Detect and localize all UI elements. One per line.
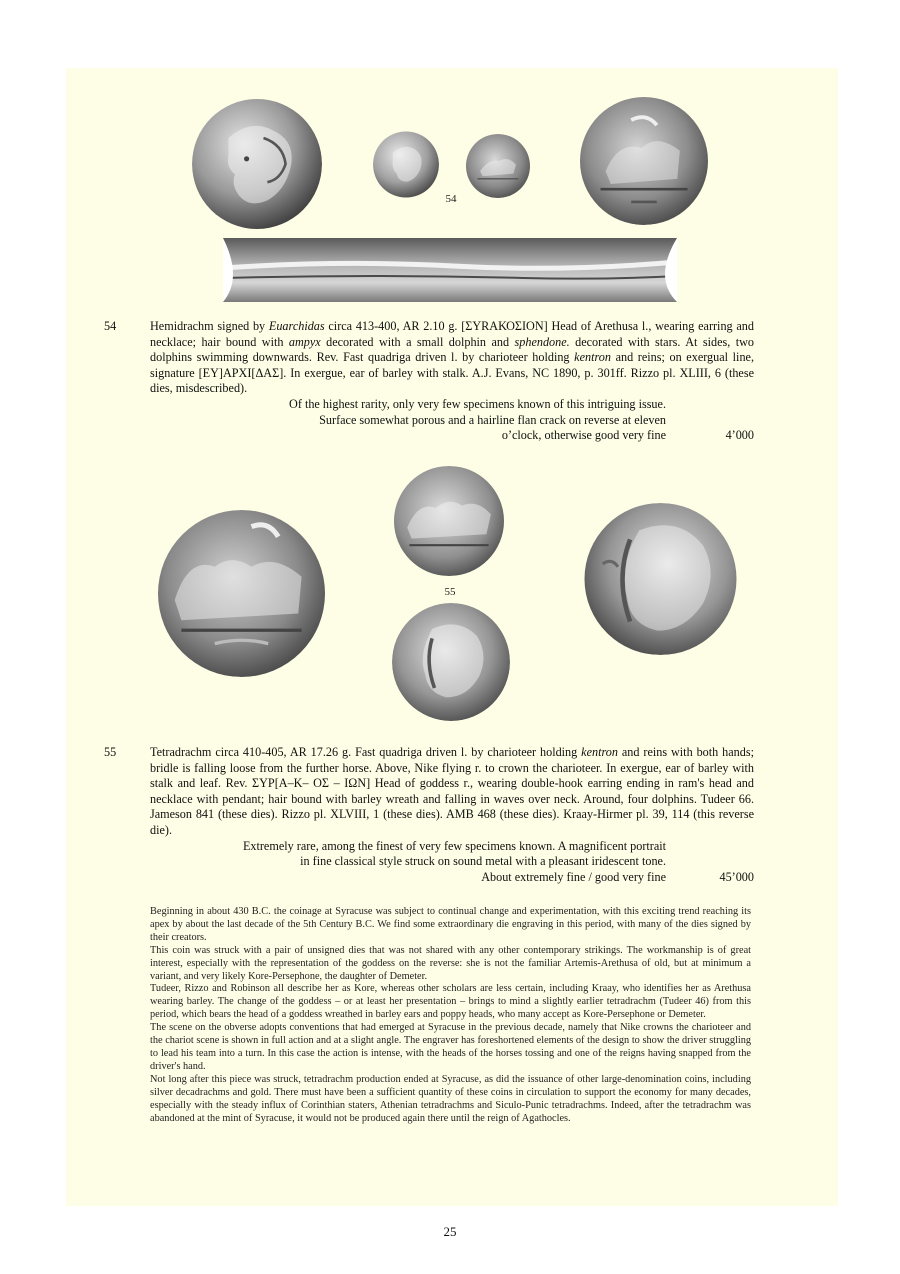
condition-line-with-price [150, 870, 754, 886]
page-number: 25 [443, 1224, 457, 1239]
condition-line: in fine classical style struck on sound metal with a pleasant iridescent tone. [300, 854, 666, 869]
coin-54-reverse [465, 134, 531, 198]
lot-54 [104, 319, 754, 444]
lot-55-image-label: 55 [444, 586, 456, 598]
condition-line-with-price [150, 428, 754, 444]
coin-54-obverse-enlarged [192, 98, 322, 230]
condition-line: Extremely rare, among the finest of very few specimens known. A magnificent portrait [242, 838, 666, 853]
lot-description: Tetradrachm circa 410-405, AR 17.26 g. Fast quadriga driven l. by charioteer holding kentron and reins with both hands; bridle is falling loose from the further horse. Above, Nike flying r. to crown the charioteer. In exergue, ear of barley with stalk and leaf. Rev. ΣΥΡ[Α–Κ– ΟΣ – ΙΩΝ] Head of goddess r., wearing double-hook earring ending in ram's head and necklace with pendant; hair bound with barley wreath and falling in waves over neck. Around, four dolphins. Tudeer 66. Jameson 841 (these dies). Rizzo pl. XLVIII, 1 (these dies). AMB 468 (these dies). Kraay-Hirmer pl. 39, 114 (this reverse die). [150, 745, 754, 837]
lot-description: Hemidrachm signed by Euarchidas circa 413-400, AR 2.10 g. [ΣΥRΑΚΟΣΙΟΝ] Head of Arethusa l., wearing earring and necklace; hair bound with ampyx decorated with a small dolphin and sphendone. decorated with stars. At sides, two dolphins swimming downwards. Rev. Fast quadriga driven l. by charioteer holding kentron and reins; on exergual line, signature [ΕΥ]ΑΡΧΙ[ΔΑΣ]. In exergue, ear of barley with stalk. A.J. Evans, NC 1890, p. 301ff. Rizzo pl. XLIII, 6 (these dies, misdescribed). [150, 319, 755, 396]
lot-55-essay [150, 906, 751, 1125]
lot-price: 45’000 [719, 869, 754, 884]
essay-paragraph: The scene on the obverse adopts conventions that had emerged at Syracuse in the previous decade, namely that Nike crowns the charioteer and the chariot scene is shown in full action and at a slight angle. The engraver has foreshortened elements of the design to show the driver struggling to lead his team into a turn. In this case the action is intense, with the heads of the horses tossing and one of the reigns having snapped from the driver's hand. [150, 1022, 751, 1072]
coin-55-obverse-enlarged [150, 510, 333, 677]
essay-paragraph: Tudeer, Rizzo and Robinson all describe her as Kore, whereas other scholars are less certain, including Kraay, who identifies her as Arethusa wearing barley. The change of the goddess – or at least her presentation – brings to mind a slightly earlier tetradrachm (Tudeer 46) from this period, which bears the head of a goddess wreathed in barley ears and poppy heads, who many accept as Kore-Persephone or Demeter. [150, 983, 751, 1021]
condition-line: Of the highest rarity, only very few specimens known of this intriguing issue. [289, 396, 666, 411]
lot-number: 55 [104, 745, 117, 759]
essay-paragraph: This coin was struck with a pair of unsigned dies that was not shared with any other contemporary strikings. The workmanship is of great interest, especially with the representation of the goddess on the reverse: she is not the familiar Artemis-Arethusa of old, but at minimum a variant, and very likely Kore-Persephone, the daughter of Demeter. [150, 944, 751, 982]
coin-54-reverse-enlarged [578, 97, 710, 225]
lot-number: 54 [104, 319, 117, 333]
signature-detail-image [223, 238, 677, 302]
coin-55-obverse [389, 466, 509, 576]
condition-text: About extremely fine / good very fine [481, 869, 666, 884]
lot-54-image-label: 54 [445, 193, 457, 205]
coin-54-obverse [373, 131, 439, 198]
essay-paragraph: Not long after this piece was struck, tetradrachm production ended at Syracuse, as did the issuance of other large-denomination coins, including silver decadrachms and gold. There must have been a sufficient quantity of these coins in circulation to support the economy for many decades, especially with the steady influx of Corinthian staters, Athenian tetradrachms and Siculo-Punic tetradrachms. Indeed, after the tetradrachm was abandoned at the mint of Syracuse, it would not be produced again there until the reign of Agathocles. [150, 1073, 751, 1124]
condition-text: o’clock, otherwise good very fine [501, 428, 666, 443]
coin-55-reverse-enlarged [571, 503, 750, 655]
lot-55 [104, 745, 754, 886]
coin-55-reverse [392, 603, 510, 721]
lot-price: 4’000 [725, 428, 754, 443]
condition-line: Surface somewhat porous and a hairline flan crack on reverse at eleven [319, 412, 666, 427]
essay-paragraph: Beginning in about 430 B.C. the coinage at Syracuse was subject to continual change and experimentation, with this exciting trend reaching its apex by about the last decade of the 5th Century B.C. We find some extraordinary die engraving in this period, with many of the dies signed by their creators. [150, 906, 751, 943]
